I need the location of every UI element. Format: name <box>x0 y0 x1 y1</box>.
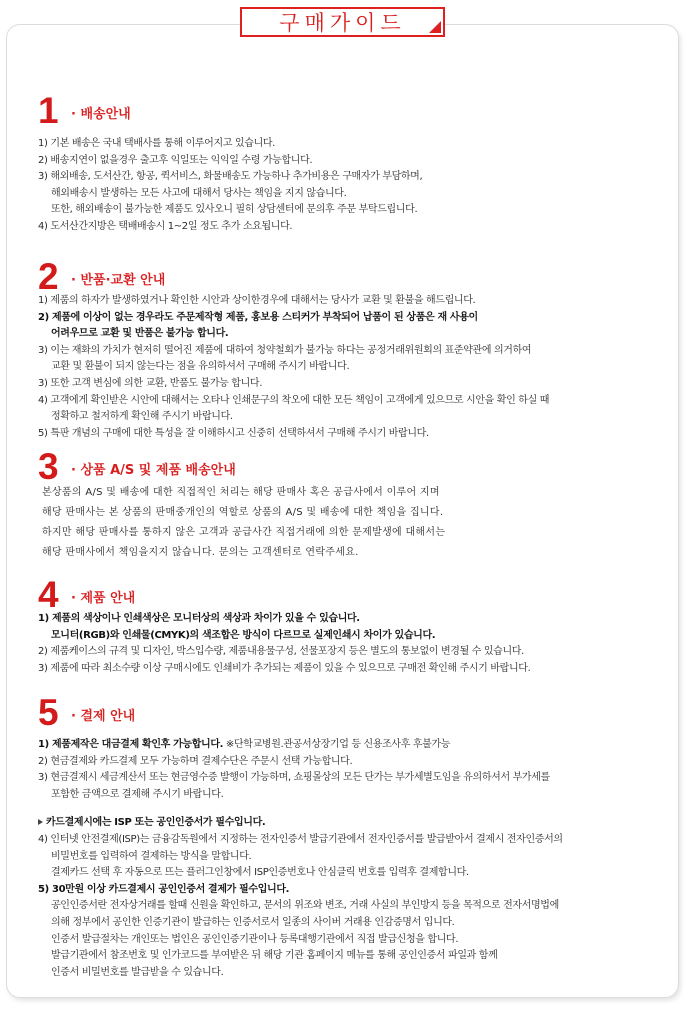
section-number: 2 <box>38 256 59 297</box>
section-body <box>38 611 530 677</box>
section-body <box>38 136 422 236</box>
section-number: 1 <box>38 90 59 131</box>
body-line: 1) 제품의 하자가 발생하였거나 확인한 시안과 상이한경우에 대해서는 당사가 교환 및 환불을 해드립니다. <box>38 295 476 306</box>
spacer <box>38 803 563 815</box>
body-line: 해당 판매사에서 책임을지지 않습니다. 문의는 고객센터로 연락주세요. <box>42 547 359 558</box>
body-line: 본상품의 A/S 및 배송에 대한 직접적인 처리는 해당 판매사 혹은 공급사에서 이루어 지며 <box>42 487 440 498</box>
body-line: 2) 제품케이스의 규격 및 디자인, 박스입수량, 제품내용물구성, 선물포장지 등은 별도의 통보없이 변경될 수 있습니다. <box>38 646 524 658</box>
body-line: 4) 인터넷 안전결제(ISP)는 금융감독원에서 지정하는 전자인증서 발급기관에서 전자인증서를 발급받아서 결제시 전자인증서의 <box>38 833 563 845</box>
body-line: 어려우므로 교환 및 반품은 불가능 합니다. <box>51 328 229 340</box>
body-line: 하지만 해당 판매사를 통하지 않은 고객과 공급사간 직접거래에 의한 문제발생에 대해서는 <box>42 527 446 538</box>
body-line: 1) 기본 배송은 국내 택배사를 통해 이루어지고 있습니다. <box>38 138 276 149</box>
body-line: 2) 제품에 이상이 없는 경우라도 주문제작형 제품, 홍보용 스티커가 부착되어 납품이 된 상품은 재 사용이 <box>38 311 478 323</box>
body-line: 4) 고객에게 확인받은 시안에 대해서는 오타나 인쇄문구의 착오에 대한 모든 책임이 고객에게 있으므로 시안을 확인 하실 때 <box>38 394 550 406</box>
body-line: 3) 또한 고객 변심에 의한 교환, 반품도 불가능 합니다. <box>38 377 263 389</box>
body-line: 3) 이는 재화의 가치가 현저히 떨어진 제품에 대하여 청약철회가 불가능 하다는 공정거래위원회의 표준약관에 의거하여 <box>38 344 532 356</box>
body-line: 인증서 비밀번호를 발급받을 수 있습니다. <box>51 966 224 978</box>
body-line: 5) 30만원 이상 카드결제시 공인인증서 결제가 필수입니다. <box>38 883 290 895</box>
arrow-right-icon <box>38 817 46 828</box>
section-number: 4 <box>38 574 59 615</box>
body-line: 인증서 발급절차는 개인또는 법인은 공인인증기관이나 등록대행기관에서 직접 발급신청을 합니다. <box>51 933 459 945</box>
body-line: 발급기관에서 참조번호 및 인가코드를 부여받은 뒤 해당 기관 홈페이지 메뉴를 통해 공인인증서 파일과 함께 <box>51 950 498 962</box>
page-title-box <box>240 7 445 37</box>
section-body <box>38 293 549 442</box>
body-line: 2) 배송지연이 없을경우 출고후 익일또는 익익일 수령 가능합니다. <box>38 154 313 166</box>
body-line: 해외배송시 발생하는 모든 사고에 대해서 당사는 책임을 지지 않습니다. <box>51 187 347 199</box>
body-line: 교환 및 환불이 되지 않는다는 점을 유의하셔서 구매해 주시기 바랍니다. <box>51 361 350 373</box>
section-body <box>38 737 563 981</box>
body-line: 5) 특판 개념의 구매에 대한 특성을 잘 이해하시고 신중히 선택하셔서 구매해 주시기 바랍니다. <box>38 427 429 439</box>
title-corner-decoration <box>429 21 441 33</box>
body-line: 3) 제품에 따라 최소수량 이상 구매시에도 인쇄비가 추가되는 제품이 있을 수 있으므로 구매전 확인해 주시기 바랍니다. <box>38 662 531 674</box>
body-line: 포함한 금액으로 결제해 주시기 바랍니다. <box>51 788 224 800</box>
section-number: 5 <box>38 692 59 733</box>
body-line: 비밀번호를 입력하여 결제하는 방식을 말합니다. <box>51 850 252 862</box>
section-body <box>42 483 445 563</box>
body-line: 2) 현금결제와 카드결제 모두 가능하며 결제수단은 주문시 선택 가능합니다. <box>38 755 353 767</box>
body-line <box>38 815 563 832</box>
section-heading: · 배송안내 <box>71 107 131 122</box>
body-line: 모니터(RGB)와 인쇄물(CMYK)의 색조합은 방식이 다르므로 실제인쇄시 차이가 있습니다. <box>51 629 436 641</box>
page-title: 구매가이드 <box>279 11 406 35</box>
payment-bold-text: 1) 제품제작은 대금결제 확인후 가능합니다. <box>38 739 224 750</box>
section-heading: · 반품·교환 안내 <box>71 273 166 288</box>
body-line: 해당 판매사는 본 상품의 판매중개인의 역할로 상품의 A/S 및 배송에 대한 책임을 집니다. <box>42 507 444 518</box>
section-heading: · 상품 A/S 및 제품 배송안내 <box>71 463 236 478</box>
body-line <box>38 737 563 754</box>
body-line: 4) 도서산간지방은 택배배송시 1~2일 정도 추가 소요됩니다. <box>38 220 293 232</box>
body-line: 1) 제품의 색상이나 인쇄색상은 모니터상의 색상과 차이가 있을 수 있습니다. <box>38 613 360 624</box>
body-line: 공인인증서란 전자상거래를 할때 신원을 확인하고, 문서의 위조와 변조, 거래 사실의 부인방지 등을 목적으로 전자서명법에 <box>51 900 559 912</box>
section-heading: · 결제 안내 <box>71 709 136 724</box>
body-line: 결제카드 선택 후 자동으로 뜨는 플러그인창에서 ISP인증번호나 안심클릭 번호를 입력후 결제합니다. <box>51 867 469 879</box>
payment-note-text: ※단학교병원.관공서상장기업 등 신용조사후 후불가능 <box>225 739 451 750</box>
body-line: 정확하고 철저하게 확인해 주시기 바랍니다. <box>51 411 233 423</box>
section-number: 3 <box>38 446 59 487</box>
card-payment-notice: 카드결제시에는 ISP 또는 공인인증서가 필수입니다. <box>46 817 266 829</box>
section-heading: · 제품 안내 <box>71 591 136 606</box>
body-line: 의해 정부에서 공인한 인증기관이 발급하는 인증서로서 일종의 사이버 거래용 인감증명서 입니다. <box>51 916 455 928</box>
body-line: 3) 현금결제시 세금계산서 또는 현금영수증 발행이 가능하며, 쇼핑몰상의 모든 단가는 부가세별도임을 유의하셔서 부가세를 <box>38 772 550 784</box>
body-line: 3) 해외배송, 도서산간, 항공, 퀵서비스, 화물배송도 가능하나 추가비용은 구매자가 부담하며, <box>38 171 423 183</box>
body-line: 또한, 해외배송이 불가능한 제품도 있사오니 필히 상담센터에 문의후 주문 부탁드립니다. <box>51 204 418 216</box>
